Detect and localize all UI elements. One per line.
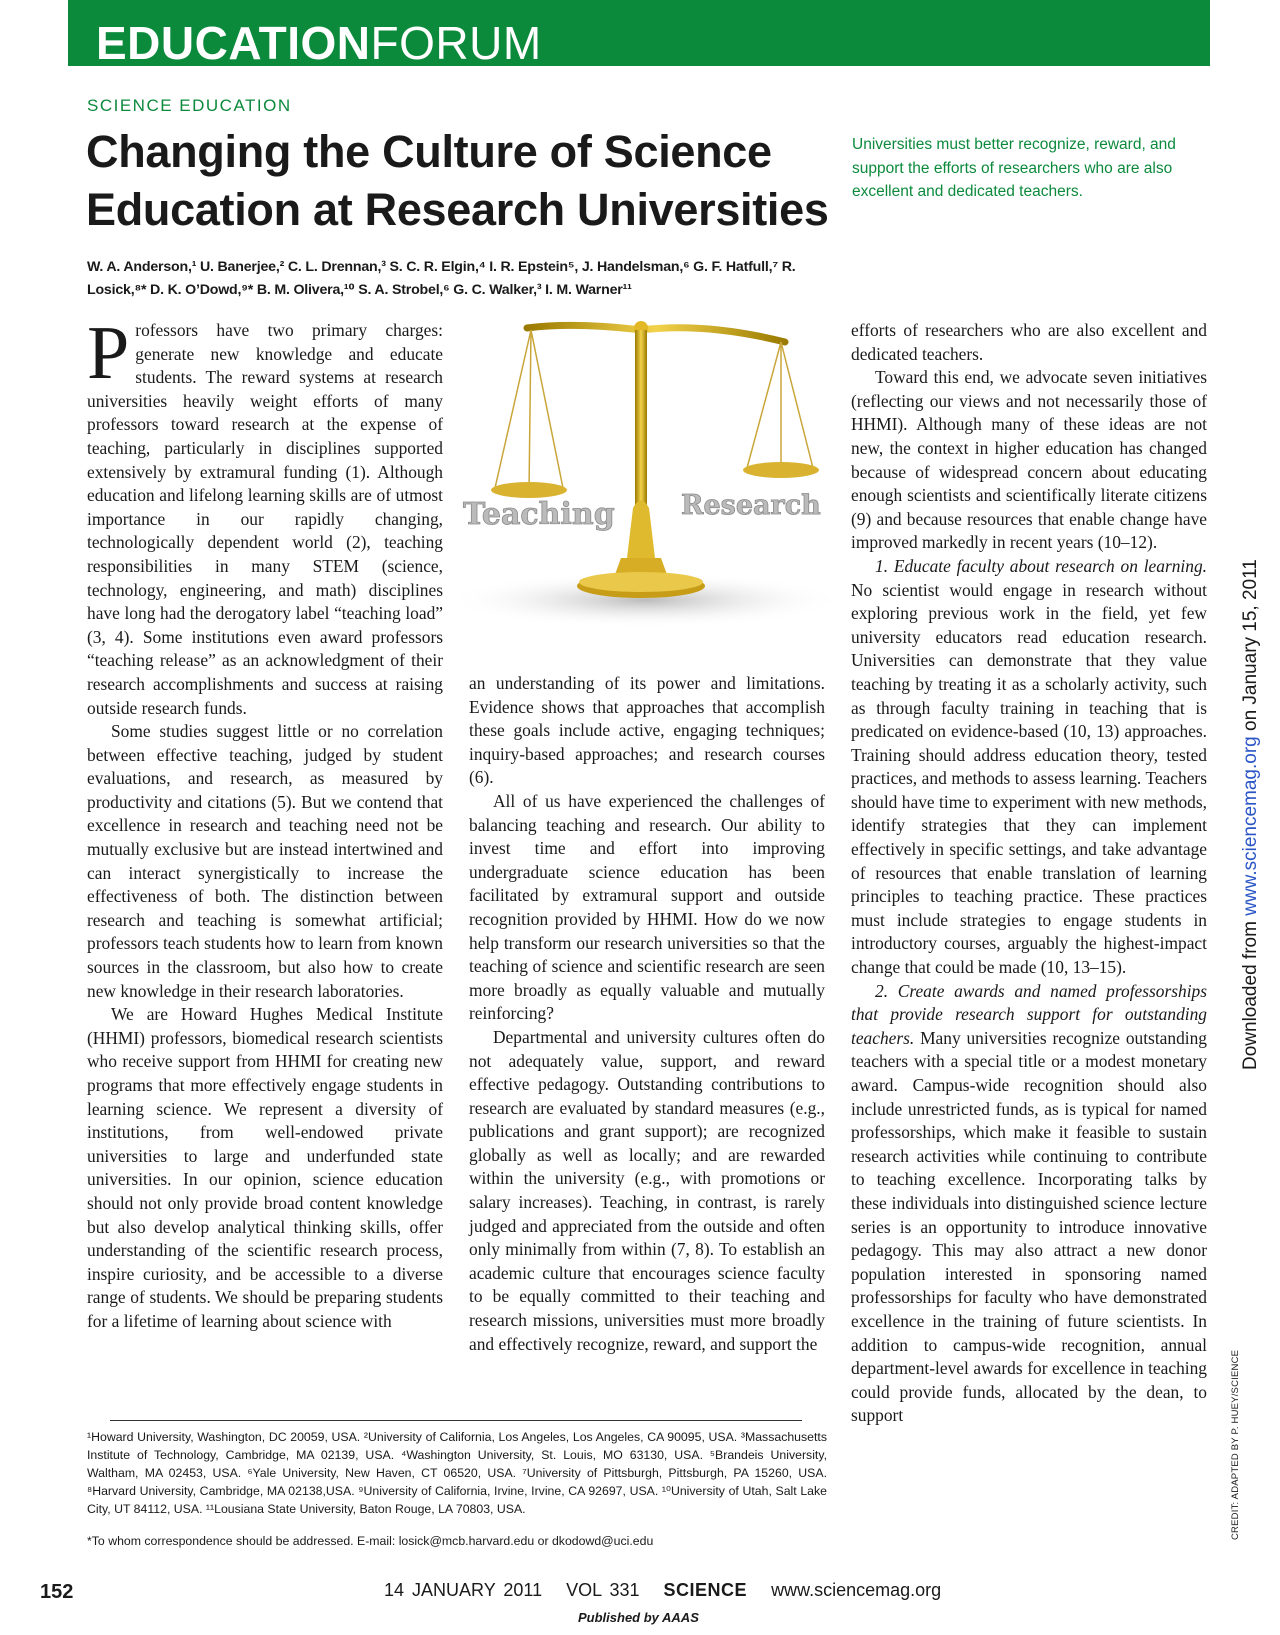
- paragraph: 1. Educate faculty about research on learning. No scientist would engage in research without exploring previous work in the field, yet few university educators read education research. Universities can demonstrate that they value teaching by treating it as a scholarly activity, such as through faculty training in teaching that is predicated on evidence-based (10, 13) approaches. Training should address education theory, tested practices, and methods to assess learning. Teachers should have time to experiment with new methods, identify strategies that they can implement effectively in specific settings, and take advantage of resources that enable translation of learning principles to teaching practice. These practices must include strategies to engage students in introductory courses, arguably the highest-impact change that could be made (10, 13–15).: [851, 555, 1207, 978]
- publisher-line: Published by AAAS: [578, 1610, 699, 1625]
- author-list: W. A. Anderson,¹ U. Banerjee,² C. L. Drennan,³ S. C. R. Elgin,⁴ I. R. Epstein⁵, J. Handelsman,⁶ G. F. Hatfull,⁷ R. Losick,⁸* D. K. O’Dowd,⁹* B. M. Olivera,¹⁰ S. A. Strobel,⁶ G. C. Walker,³ I. M. Warner¹¹: [87, 259, 796, 298]
- teaching-label: Teaching: [463, 497, 615, 532]
- title-line-1: Changing the Culture of Science: [86, 126, 772, 177]
- article-deck: Universities must better recognize, reward, and support the efforts of researchers who are also excellent and dedicated teachers.: [852, 136, 1176, 200]
- body-column-2: [469, 672, 825, 1356]
- article-title: [86, 123, 846, 239]
- balance-scale-illustration: [455, 318, 835, 658]
- initiative-heading: 2. Create awards and named professorships that provide research support for outstanding teachers.: [851, 980, 1207, 1048]
- section-label: SCIENCE EDUCATION: [87, 96, 292, 115]
- paragraph: an understanding of its power and limitations. Evidence shows that approaches that accomplish these goals include active, engaging techniques; inquiry-based approaches; and research courses (6).: [469, 673, 825, 788]
- correspondence-note: *To whom correspondence should be addressed. E-mail: losick@mcb.harvard.edu or dkodowd@uci.edu: [87, 1534, 654, 1548]
- paragraph: Some studies suggest little or no correlation between effective teaching, judged by student evaluations, and research, as measured by productivity and citations (5). But we contend that excellence in research and teaching need not be mutually exclusive but are instead intertwined and can interact synergistically to increase the effectiveness of both. The distinction between research and teaching is somewhat artificial; professors teach students how to learn from known sources in the classroom, but also how to create new knowledge in their research laboratories.: [87, 721, 443, 1001]
- download-notice: Downloaded from www.sciencemag.org on January 15, 2011: [1240, 559, 1261, 1070]
- paragraph: Professors have two primary charges: generate new knowledge and educate students. The reward systems at research universities heavily weight efforts of many professors toward research at the expense of teaching, particularly in disciplines supported extensively by extramural funding (1). Although education and lifelong learning skills are of utmost importance in our rapidly changing, technologically dependent world (2), teaching responsibilities in many STEM (science, technology, engineering, and math) disciplines have long had the derogatory label “teaching load” (3, 4). Some institutions even award professors “teaching release” as an acknowledgment of their research accomplishments and success at raising outside research funds.: [87, 311, 443, 718]
- section-header-title: EDUCATIONFORUM: [96, 17, 542, 69]
- header-rule: [68, 0, 72, 66]
- scale-icon: [455, 318, 835, 658]
- journal-footer: 14 JANUARY 2011 VOL 331 SCIENCE www.sciencemag.org: [384, 1580, 942, 1600]
- paragraph: efforts of researchers who are also excellent and dedicated teachers.: [851, 320, 1207, 364]
- paragraph: Departmental and university cultures often do not adequately value, support, and reward effective pedagogy. Outstanding contributions to research are evaluated by standard measures (e.g., publications and grant support); are recognized globally as well as locally; and are rewarded within the university (e.g., with promotions or salary increases). Teaching, in contrast, is rarely judged and appreciated from the outside and often only minimally from within (7, 8). To establish an academic culture that encourages science faculty to be equally committed to their teaching and research missions, universities must more broadly and effectively recognize, reward, and support the: [469, 1026, 825, 1354]
- page-number: 152: [40, 1581, 74, 1603]
- author-affiliations: ¹Howard University, Washington, DC 20059, USA. ²University of California, Los Angeles, Los Angeles, CA 90095, USA. ³Massachusetts Institute of Technology, Cambridge, MA 02139, USA. ⁴Washington University, St. Louis, MO 63130, USA. ⁵Brandeis University, Waltham, MA 02453, USA. ⁶Yale University, New Haven, CT 06520, USA. ⁷University of Pittsburgh, Pittsburgh, PA 15260, USA. ⁸Harvard University, Cambridge, MA 02138,USA. ⁹University of California, Irvine, Irvine, CA 92697, USA. ¹⁰University of Utah, Salt Lake City, UT 84112, USA. ¹¹Lousiana State University, Baton Rouge, LA 70803, USA.: [87, 1430, 827, 1516]
- image-credit: CREDIT: ADAPTED BY P. HUEY/SCIENCE: [1230, 1349, 1241, 1540]
- research-label: Research: [681, 490, 821, 521]
- paragraph: 2. Create awards and named professorships that provide research support for outstanding teachers. Many universities recognize outstanding teachers with a special title or a modest monetary award. Campus-wide recognition should also include unrestricted funds, as is typical for named professorships, which make it feasible to sustain research activities while continuing to contribute to teaching excellence. Incorporating talks by these individuals into distinguished science lecture series is an opportunity to introduce innovative pedagogy. This may also attract a new donor population interested in sponsoring named professorships for faculty who have demonstrated excellence in the training of future scientists. In addition to campus-wide recognition, annual department-level awards for excellence in teaching could provide funds, allocated by the dean, to support: [851, 980, 1207, 1426]
- drop-cap: P: [87, 311, 130, 395]
- download-link[interactable]: www.sciencemag.org: [1240, 736, 1261, 916]
- initiative-heading: 1. Educate faculty about research on learning.: [875, 555, 1207, 576]
- footer-website[interactable]: www.sciencemag.org: [771, 1580, 942, 1600]
- paragraph: All of us have experienced the challenges of balancing teaching and research. Our ability to invest time and effort into improving undergraduate science education has been facilitated by extramural support and outside recognition provided by HHMI. How do we now help transform our research universities so that the teaching of science and scientific research are seen more broadly as equally valuable and mutually reinforcing?: [469, 790, 825, 1024]
- body-column-3: [851, 319, 1207, 1428]
- title-line-2: Education at Research Universities: [86, 184, 829, 235]
- paragraph: Toward this end, we advocate seven initiatives (reflecting our views and not necessarily those of HHMI). Although many of these ideas are not new, the context in higher education has changed because of widespread concern about educating enough scientists and scientifically literate citizens (9) and because resources that enable change have improved markedly in recent years (10–12).: [851, 367, 1207, 553]
- paragraph: We are Howard Hughes Medical Institute (HHMI) professors, biomedical research scientists who receive support from HHMI for creating new programs that more effectively engage students in learning science. We represent a diversity of institutions, from well-endowed private universities to large and underfunded state universities. In our opinion, science education should not only provide broad content knowledge but also develop analytical thinking skills, offer understanding of the scientific research process, inspire curiosity, and be accessible to a diverse range of students. We should be preparing students for a lifetime of learning about science with: [87, 1004, 443, 1331]
- body-column-1: [87, 311, 443, 1334]
- footnote-divider: [110, 1420, 802, 1421]
